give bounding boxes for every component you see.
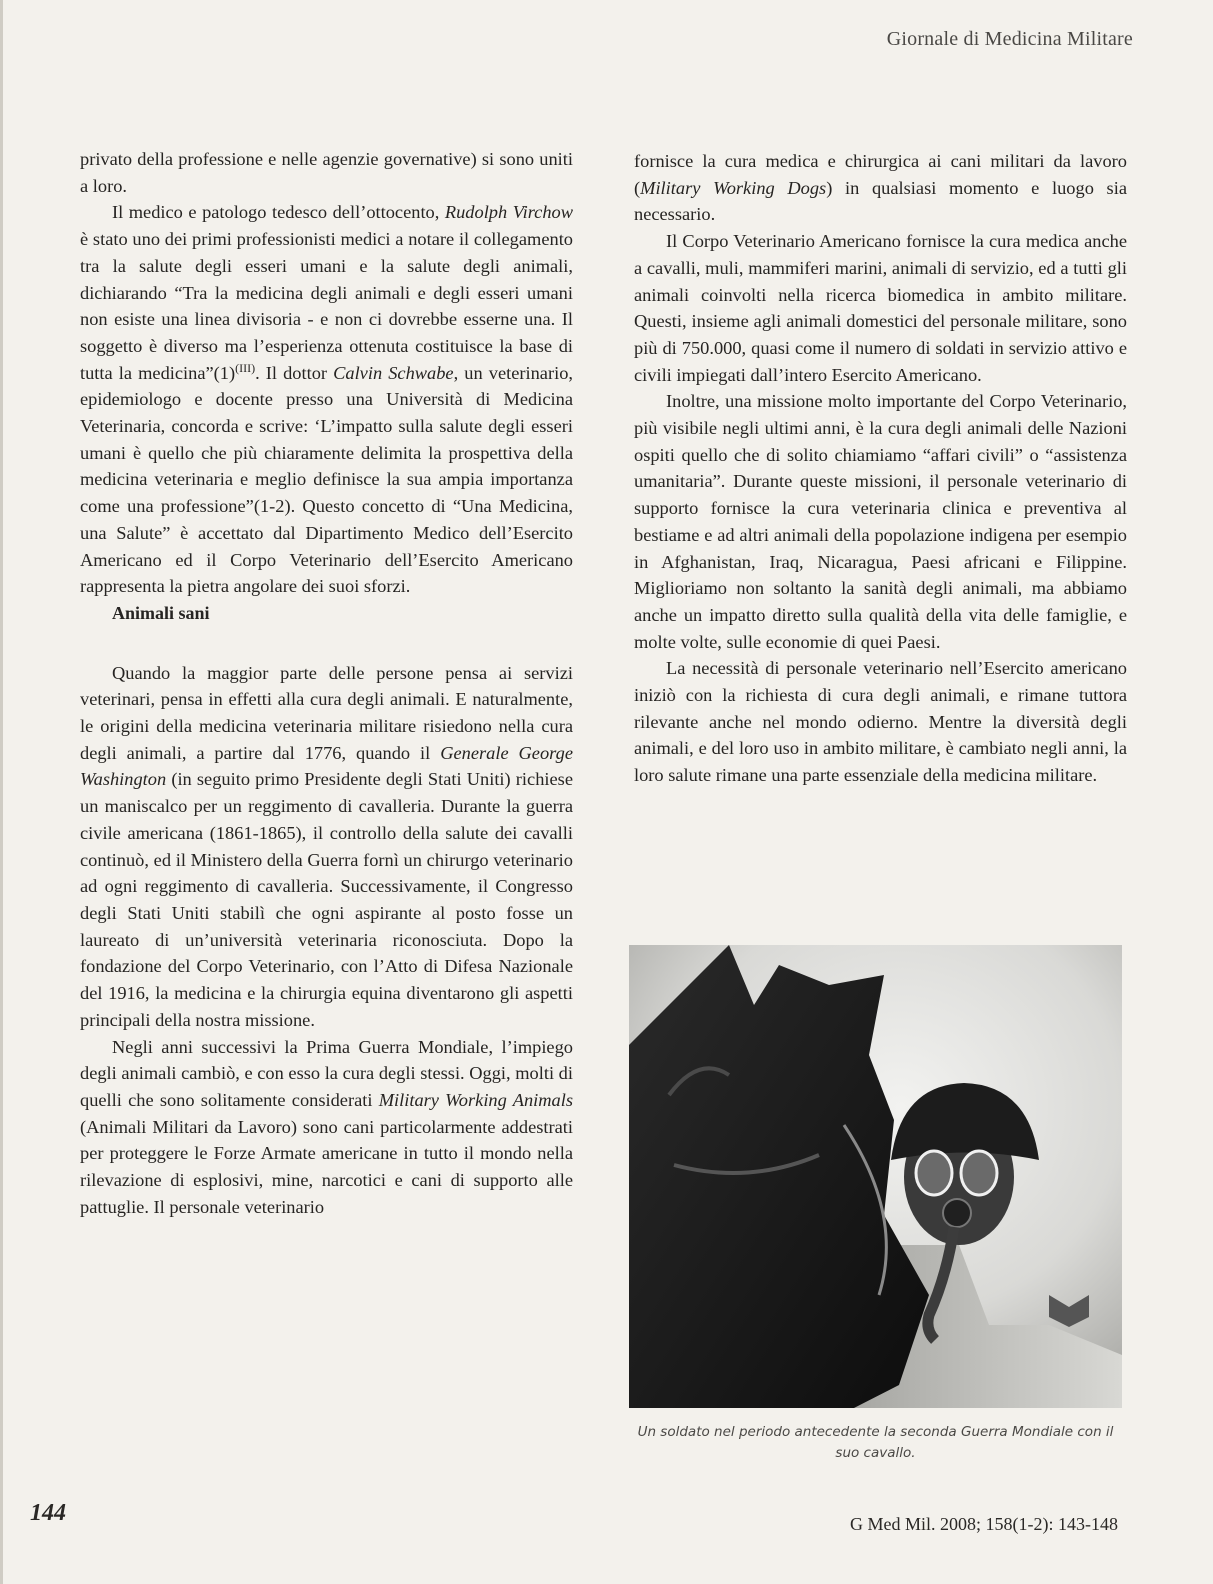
section-heading: Animali sani xyxy=(112,602,210,623)
scan-edge xyxy=(0,0,3,1584)
right-paragraph-2: Il Corpo Veterinario Americano fornisce la cura medica anche a cavalli, muli, mammiferi marini, animali di servizio, ed a tutti gli animali coinvolti nella ricerca biomedica in ambito militare. Questi, insieme agli animali domestici del personale militare, sono più di 750.000, quasi come il numero di soldati in servizio attivo e civili impiegati dall’intero Esercito Americano. xyxy=(634,231,1127,385)
text-run: ) in qualsiasi momento e luogo sia necessario. xyxy=(634,177,1127,225)
historical-photo xyxy=(629,945,1122,1408)
person-name-washington: Generale George Washington xyxy=(80,742,573,790)
journal-header: Giornale di Medicina Militare xyxy=(886,28,1133,50)
text-run: , un veterinario, epidemiologo e docente presso una Università di Medicina Veterinaria, concorda e scrive: ‘L’impatto sulla salute degli esseri umani è quello che più chiaramente delimita la prospettiva della medicina veterinaria e meglio definisce la sua ampia importanza come una professione”(1-2). Questo concetto di “Una Medicina, una Salute” è accettato dal Dipartimento Medico dell’Esercito Americano ed il Corpo Veterinario dell’Esercito Americano rappresenta la pietra angolare dei suoi sforzi. xyxy=(80,362,573,597)
figure-caption: Un soldato nel periodo antecedente la seconda Guerra Mondiale con il suo cavallo. xyxy=(637,1424,1114,1461)
footnote-marker: (III) xyxy=(235,360,256,375)
page-number: 144 xyxy=(30,1500,66,1526)
text-run: Negli anni successivi la Prima Guerra Mondiale, l’impiego degli animali cambiò, e con esso la cura degli stessi. Oggi, molti di quelli che sono solitamente considerati xyxy=(80,1036,573,1110)
photo-illustration xyxy=(629,945,1122,1408)
left-paragraph-2 xyxy=(80,199,573,600)
right-paragraph-4: La necessità di personale veterinario nell’Esercito americano iniziò con la richiesta di cura degli animali, e rimane tuttora rilevante anche nel mondo odierno. Mentre la diversità degli animali, e del loro uso in ambito militare, è cambiato negli anni, la loro salute rimane una parte essenziale della medicina militare. xyxy=(634,658,1127,786)
term-military-working-animals: Military Working Animals xyxy=(378,1089,573,1110)
gas-mask-lens-right xyxy=(961,1151,997,1195)
left-paragraph-1: privato della professione e nelle agenzie governative) si sono uniti a loro. xyxy=(80,149,573,196)
citation: G Med Mil. 2008; 158(1-2): 143-148 xyxy=(850,1514,1118,1534)
text-run: Quando la maggior parte delle persone pensa ai servizi veterinari, pensa in effetti alla cura degli animali. E naturalmente, le origini della medicina veterinaria militare risiedono nella cura degli animali, a partire dal 1776, quando il xyxy=(80,662,573,763)
text-run: fornisce la cura medica e chirurgica ai cani militari da lavoro ( xyxy=(634,151,1127,198)
text-run: (Animali Militari da Lavoro) sono cani particolarmente addestrati per proteggere le Forze Armate americane in tutto il mondo nella rilevazione di esplosivi, mine, narcotici e cani di supporto alle pattuglie. Il personale veterinario xyxy=(80,1116,573,1217)
text-run: Il medico e patologo tedesco dell’ottocento, xyxy=(112,202,445,223)
right-paragraph-1 xyxy=(634,148,1127,228)
right-paragraph-3: Inoltre, una missione molto importante del Corpo Veterinario, più visibile negli ultimi anni, è la cura degli animali delle Nazioni ospiti quello che di solito chiamiamo “affari civili” o “assistenza umanitaria”. Durante queste missioni, il personale veterinario di supporto fornisce la cura veterinaria clinica e preventiva al bestiame e ad altri animali della popolazione indigena per esempio in Afghanistan, Iraq, Nicaragua, Paesi africani e Filippine. Miglioriamo non soltanto la sanità degli animali, ma abbiamo anche un impatto diretto sulla qualità della vita delle famiglie, e molte volte, sulle economie di quei Paesi. xyxy=(634,391,1127,652)
gas-mask-filter xyxy=(943,1199,971,1227)
text-run: . Il dottor xyxy=(255,362,334,383)
left-column xyxy=(80,146,573,1220)
gas-mask-lens-left xyxy=(916,1151,952,1195)
text-run: (in seguito primo Presidente degli Stati Uniti) richiese un maniscalco per un reggimento di cavalleria. Durante la guerra civile americana (1861-1865), il controllo della salute dei cavalli continuò, ed il Ministero della Guerra fornì un chirurgo veterinario ad ogni reggimento di cavalleria. Successivamente, il Congresso degli Stati Uniti stabilì che ogni aspirante al posto fosse un laureato di un’università veterinaria riconosciuta. Dopo la fondazione del Corpo Veterinario, con l’Atto di Difesa Nazionale del 1916, la medicina e la chirurgia equina diventarono gli aspetti principali della nostra missione. xyxy=(80,769,573,1030)
person-name-schwabe: Calvin Schwabe xyxy=(333,362,454,383)
person-name-virchow: Rudolph Virchow xyxy=(444,202,573,223)
right-column xyxy=(634,148,1127,789)
text-run: è stato uno dei primi professionisti medici a notare il collegamento tra la salute degli esseri umani e la salute degli animali, dichiarando “Tra la medicina degli animali e degli esseri umani non esiste una linea divisoria - e non ci dovrebbe esserne una. Il soggetto è diverso ma l’esperienza ottenuta costituisce la base di tutta la medicina”(1) xyxy=(80,229,573,383)
left-paragraph-4 xyxy=(80,1034,573,1221)
term-military-working-dogs: Military Working Dogs xyxy=(640,177,827,198)
left-paragraph-3 xyxy=(80,660,573,1034)
